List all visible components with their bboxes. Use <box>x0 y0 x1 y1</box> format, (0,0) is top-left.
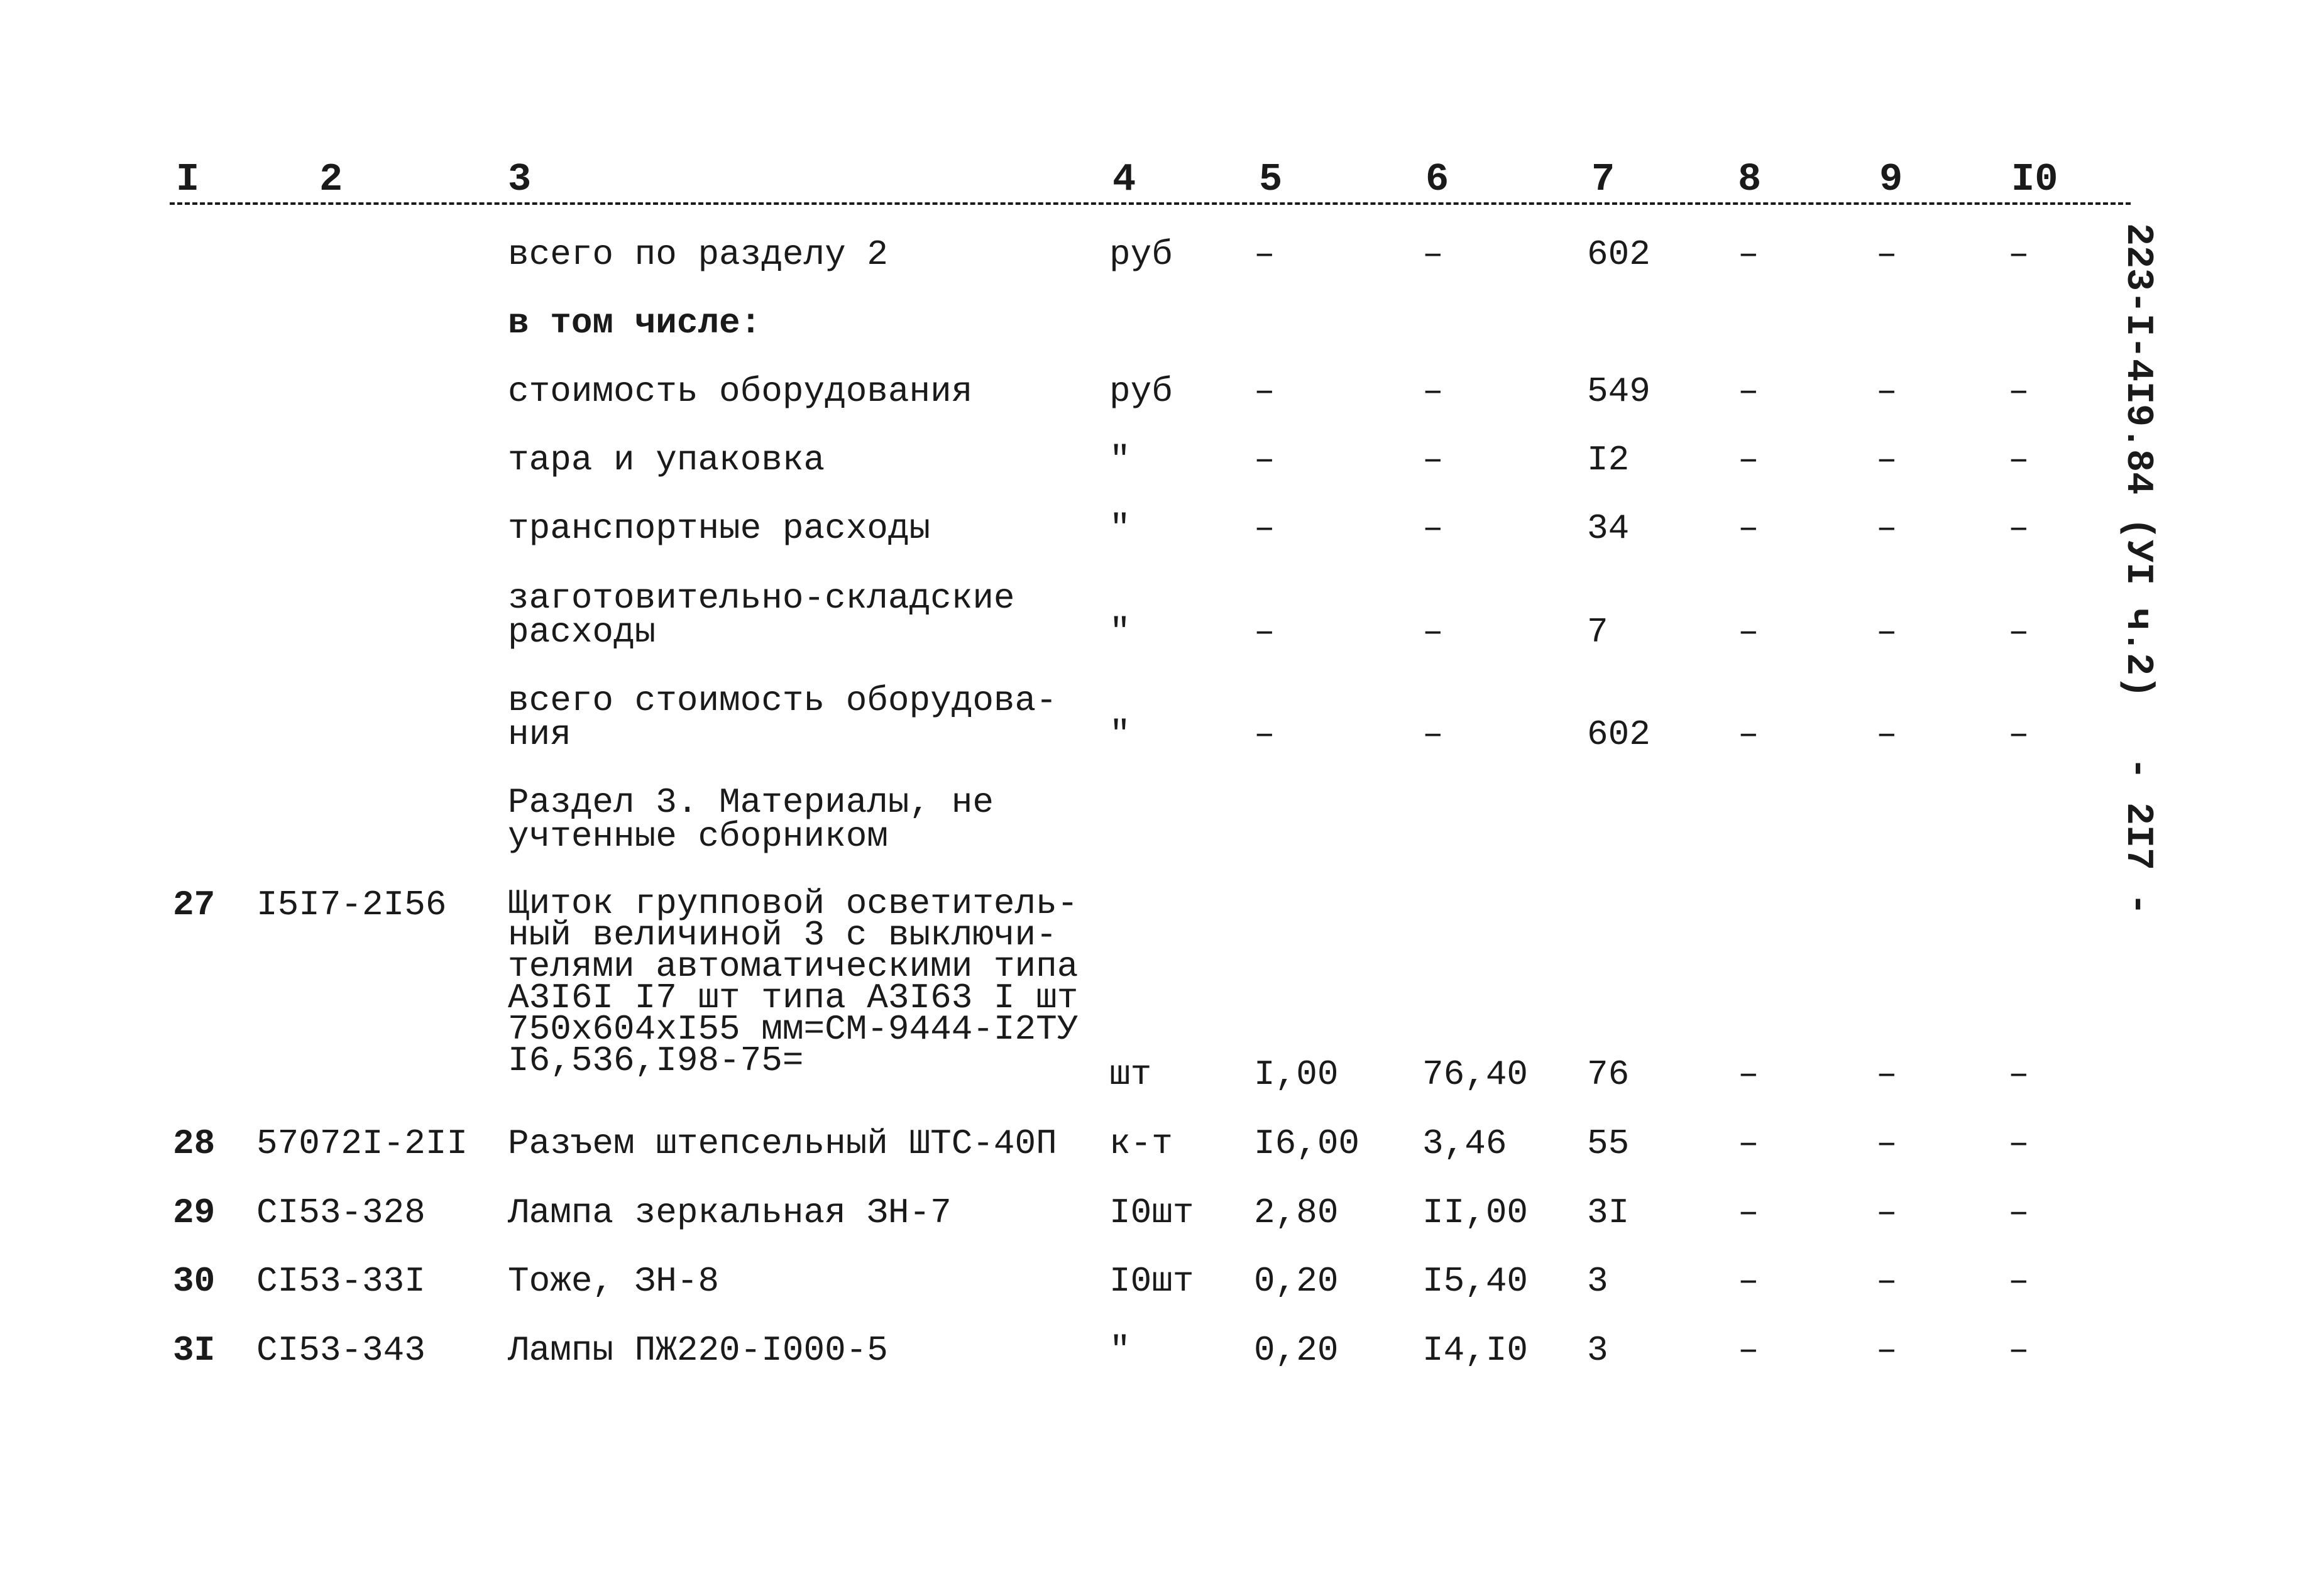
col-10-value: – <box>2008 1330 2029 1370</box>
unit-price: – <box>1422 234 1444 275</box>
col-8-value: – <box>1738 1330 1759 1370</box>
header-col-10: I0 <box>2011 157 2058 202</box>
item-description: Тоже, ЗН-8 <box>508 1261 720 1301</box>
total-cost: 34 <box>1587 508 1630 549</box>
row-number: 3I <box>173 1330 216 1370</box>
price-code: 57072I-2II <box>256 1123 468 1164</box>
col-10-value: – <box>2008 234 2029 275</box>
item-description: всего стоимость оборудова- ния <box>508 680 1057 755</box>
unit: " <box>1109 440 1131 480</box>
total-cost: 549 <box>1587 371 1650 412</box>
total-cost: 602 <box>1587 234 1650 275</box>
total-cost: I2 <box>1587 440 1630 480</box>
item-description: тара и упаковка <box>508 440 825 480</box>
col-9-value: – <box>1876 1330 1897 1370</box>
item-description: стоимость оборудования <box>508 371 973 412</box>
price-code: СI53-33I <box>256 1261 426 1301</box>
col-8-value: – <box>1738 440 1759 480</box>
unit-price: – <box>1422 508 1444 549</box>
col-10-value: – <box>2008 1054 2029 1095</box>
unit: к-т <box>1109 1123 1173 1164</box>
unit: I0шт <box>1109 1193 1194 1233</box>
col-9-value: – <box>1876 1054 1897 1095</box>
col-10-value: – <box>2008 714 2029 755</box>
unit: руб <box>1109 371 1173 412</box>
total-cost: 76 <box>1587 1054 1630 1095</box>
quantity: 2,80 <box>1254 1193 1339 1233</box>
unit: " <box>1109 1330 1131 1370</box>
col-9-value: – <box>1876 440 1897 480</box>
col-8-value: – <box>1738 234 1759 275</box>
header-col-7: 7 <box>1591 157 1615 202</box>
unit-price: 76,40 <box>1422 1054 1529 1095</box>
col-9-value: – <box>1876 1193 1897 1233</box>
row-number: 28 <box>173 1123 216 1164</box>
unit: I0шт <box>1109 1261 1194 1301</box>
header-col-4: 4 <box>1112 157 1136 202</box>
col-8-value: – <box>1738 1193 1759 1233</box>
quantity: I6,00 <box>1254 1123 1360 1164</box>
quantity: 0,20 <box>1254 1261 1339 1301</box>
header-col-6: 6 <box>1425 157 1449 202</box>
section-heading: Раздел 3. Материалы, не учтенные сборником <box>508 782 994 856</box>
col-10-value: – <box>2008 440 2029 480</box>
price-code: СI53-343 <box>256 1330 426 1370</box>
header-col-8: 8 <box>1738 157 1762 202</box>
item-description: транспортные расходы <box>508 508 931 549</box>
col-9-value: – <box>1876 371 1897 412</box>
unit: " <box>1109 508 1131 549</box>
unit-price: – <box>1422 714 1444 755</box>
total-cost: 3 <box>1587 1261 1608 1301</box>
col-8-value: – <box>1738 1123 1759 1164</box>
col-8-value: – <box>1738 714 1759 755</box>
item-description: Лампа зеркальная ЗН-7 <box>508 1193 952 1233</box>
page-number-vertical: - 2I7 - <box>2116 757 2159 916</box>
price-code: СI53-328 <box>256 1193 426 1233</box>
row-number: 30 <box>173 1261 216 1301</box>
unit-price: I4,I0 <box>1422 1330 1529 1370</box>
header-col-9: 9 <box>1879 157 1903 202</box>
quantity: – <box>1254 371 1275 412</box>
unit: руб <box>1109 234 1173 275</box>
item-description: всего по разделу 2 <box>508 234 888 275</box>
unit: " <box>1109 612 1131 652</box>
col-9-value: – <box>1876 234 1897 275</box>
header-divider <box>170 202 2131 205</box>
quantity: – <box>1254 508 1275 549</box>
col-8-value: – <box>1738 1261 1759 1301</box>
col-8-value: – <box>1738 1054 1759 1095</box>
col-10-value: – <box>2008 612 2029 652</box>
col-9-value: – <box>1876 1123 1897 1164</box>
col-10-value: – <box>2008 1123 2029 1164</box>
unit-price: – <box>1422 612 1444 652</box>
unit-price: – <box>1422 440 1444 480</box>
item-description: Разъем штепсельный ШТС-40П <box>508 1123 1057 1164</box>
col-10-value: – <box>2008 1261 2029 1301</box>
item-description: Щиток групповой осветитель- ный величиной 3 с выключи- телями автоматическими типа А3I6I I7 шт типа А3I63 I шт 750х604хI55 мм=СМ-9444-I2ТУ I6,536,I98-75= <box>508 883 1079 1081</box>
total-cost: 3 <box>1587 1330 1608 1370</box>
quantity: 0,20 <box>1254 1330 1339 1370</box>
document-code-vertical: 223-I-4I9.84 (УI ч.2) <box>2116 223 2159 699</box>
col-8-value: – <box>1738 371 1759 412</box>
col-9-value: – <box>1876 508 1897 549</box>
col-10-value: – <box>2008 371 2029 412</box>
total-cost: 55 <box>1587 1123 1630 1164</box>
quantity: – <box>1254 612 1275 652</box>
unit-price: – <box>1422 371 1444 412</box>
quantity: – <box>1254 234 1275 275</box>
header-col-1: I <box>176 157 200 202</box>
header-col-5: 5 <box>1259 157 1283 202</box>
quantity: – <box>1254 714 1275 755</box>
col-10-value: – <box>2008 508 2029 549</box>
total-cost: 602 <box>1587 714 1650 755</box>
item-description: Лампы ПЖ220-I000-5 <box>508 1330 888 1370</box>
unit-price: 3,46 <box>1422 1123 1507 1164</box>
unit-price: II,00 <box>1422 1193 1529 1233</box>
quantity: – <box>1254 440 1275 480</box>
total-cost: 3I <box>1587 1193 1630 1233</box>
header-col-2: 2 <box>319 157 343 202</box>
col-8-value: – <box>1738 612 1759 652</box>
col-10-value: – <box>2008 1193 2029 1233</box>
col-9-value: – <box>1876 612 1897 652</box>
price-code: I5I7-2I56 <box>256 885 447 925</box>
item-description: в том числе: <box>508 303 762 343</box>
col-8-value: – <box>1738 508 1759 549</box>
unit: " <box>1109 714 1131 755</box>
col-9-value: – <box>1876 1261 1897 1301</box>
header-col-3: 3 <box>508 157 532 202</box>
unit: шт <box>1109 1054 1152 1095</box>
total-cost: 7 <box>1587 612 1608 652</box>
col-9-value: – <box>1876 714 1897 755</box>
quantity: I,00 <box>1254 1054 1339 1095</box>
unit-price: I5,40 <box>1422 1261 1529 1301</box>
row-number: 27 <box>173 885 216 925</box>
item-description: заготовительно-складские расходы <box>508 578 1015 652</box>
row-number: 29 <box>173 1193 216 1233</box>
